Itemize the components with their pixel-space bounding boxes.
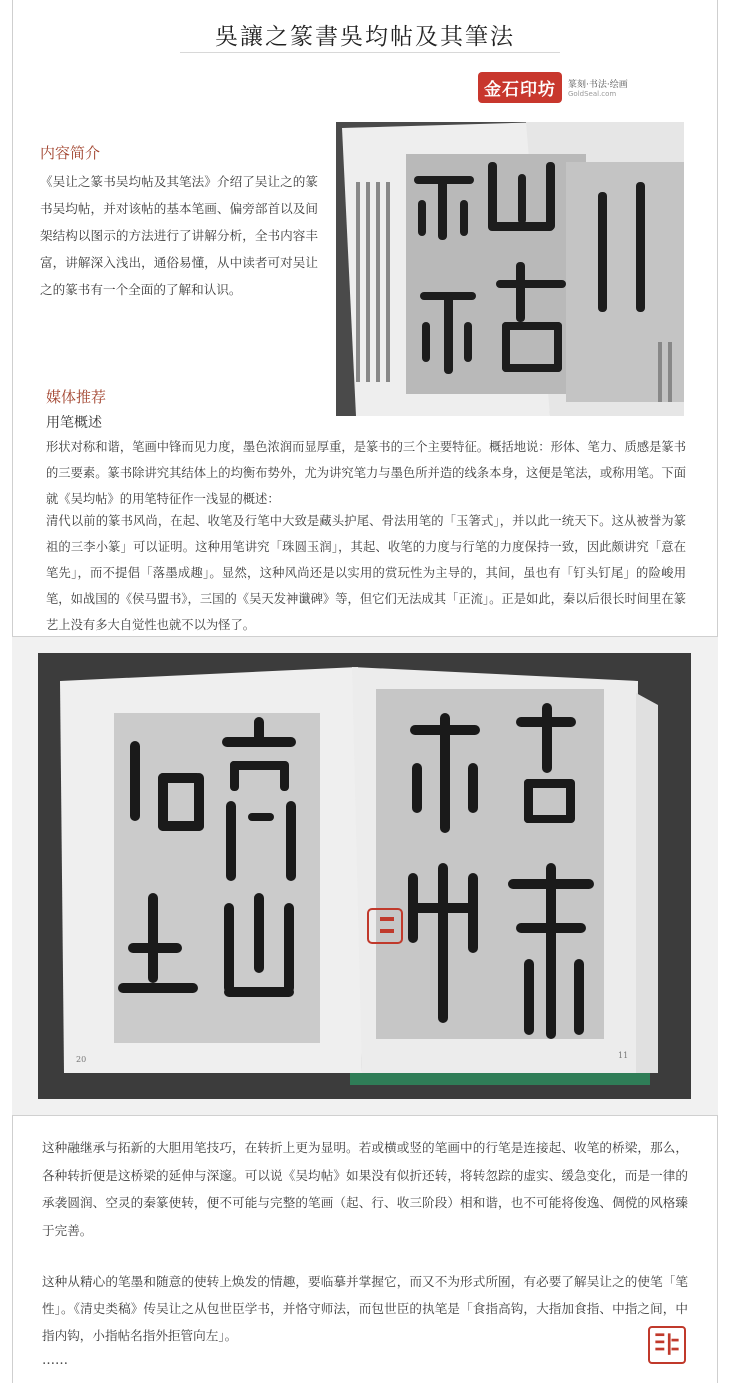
- intro-heading: 内容简介: [40, 144, 101, 162]
- media-heading: 媒体推荐: [46, 388, 107, 406]
- page-title: 吳讓之篆書吳均帖及其筆法: [215, 24, 515, 50]
- right-page-number: 11: [618, 1051, 629, 1060]
- logo-subtitle: 篆刻·书法·绘画: [568, 80, 628, 90]
- seal-stamp-icon: [648, 1326, 686, 1364]
- book-photo-top: [336, 122, 684, 416]
- ellipsis: ……: [42, 1353, 68, 1368]
- logo-url: GoldSeal.com: [568, 90, 617, 98]
- closing-paragraph-2: 这种从精心的笔墨和随意的使转上焕发的情趣，要临摹并掌握它，而又不为形式所囿，有必要了解吴让之的使笔「笔性」。《清史类稿》传吴让之从包世臣学书，并恪守师法，而包世臣的执笔是「食指高钩，大指加食指、中指之间，中指内钩，小指帖名指外拒管向左」。: [42, 1274, 688, 1343]
- title-divider: [180, 52, 560, 53]
- logo-badge: 金石印坊: [478, 72, 562, 103]
- logo-side-text: [568, 77, 628, 98]
- intro-paragraph: 《吴让之篆书吴均帖及其笔法》介绍了吴让之的篆书吴均帖，并对该帖的基本笔画、偏旁部首以及间架结构以图示的方法进行了讲解分析，全书内容丰富，讲解深入浅出，通俗易懂，从中读者可对吴让之的篆书有一个全面的了解和认识。: [40, 174, 318, 297]
- left-page-number: 20: [76, 1055, 87, 1064]
- closing-paragraph-1: 这种融继承与拓新的大胆用笔技巧，在转折上更为显明。若或横或竖的笔画中的行笔是连接起、收笔的桥梁，那么，各种转折便是这桥梁的延伸与深邃。可以说《吴均帖》如果没有似折还转，将转忽踪的虚实、缓急变化，而是一律的承袭圆润、空灵的秦篆使转，便不可能与完整的笔画（起、行、收三阶段）相和谐，也不可能将俊逸、倜傥的风格臻于完善。: [42, 1140, 688, 1238]
- seal-stamp-glyph: [650, 1328, 684, 1362]
- book-photo-open-illustration: [38, 653, 691, 1099]
- book-photo-top-illustration: [336, 122, 684, 416]
- shop-logo[interactable]: [478, 72, 628, 103]
- book-photo-open: [38, 653, 691, 1099]
- media-paragraph-2: 清代以前的篆书风尚，在起、收笔及行笔中大致是藏头护尾、骨法用笔的「玉箸式」，并以此一统天下。这从被誉为篆祖的三李小篆」可以证明。这种用笔讲究「珠圆玉润」，其起、收笔的力度与行笔的力度保持一致，因此颇讲究「意在笔先」，而不提倡「落墨成趣」。显然，这种风尚还是以实用的赏玩性为主导的，其间，虽也有「钉头钉尾」的险峻用笔，如战国的《侯马盟书》，三国的《吴天发神谶碑》等，但它们无法成其「正流」。正是如此，秦以后很长时间里在篆艺上没有多大自觉性也就不以为怪了。: [46, 514, 686, 632]
- media-subheading: 用笔概述: [46, 415, 102, 431]
- media-paragraph-1: 形状对称和谐，笔画中锋而见力度，墨色浓润而显厚重，是篆书的三个主要特征。概括地说：形体、笔力、质感是篆书的三要素。篆书除讲究其结体上的均衡布势外，尤为讲究笔力与墨色所并造的线条本身，这便是笔法，或称用笔。下面就《吴均帖》的用笔特征作一浅显的概述：: [46, 440, 686, 506]
